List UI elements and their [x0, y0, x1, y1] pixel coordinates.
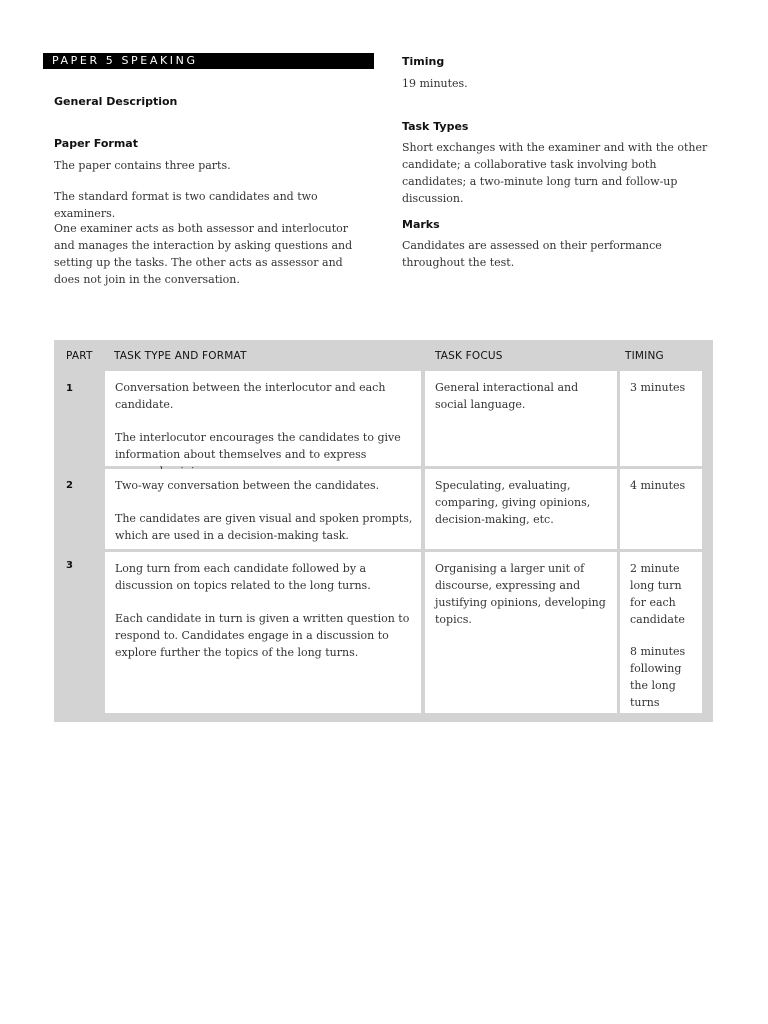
header-task-type: TASK TYPE AND FORMAT	[114, 350, 247, 362]
row-3-timing-text-1: 2 minute long turn for each candidate	[630, 562, 685, 626]
section-banner: PAPER 5 SPEAKING	[43, 53, 374, 69]
paper-format-paragraph-1: The paper contains three parts.	[54, 159, 231, 172]
row-3-timing	[620, 552, 702, 713]
row-1-timing	[620, 371, 702, 466]
task-types-heading: Task Types	[402, 120, 469, 133]
row-3-task	[105, 552, 421, 713]
row-2-timing	[620, 469, 702, 549]
timing-heading: Timing	[402, 55, 445, 68]
row-2-timing-text-1: 4 minutes	[630, 479, 686, 492]
paper-format-paragraph-2: The standard format is two candidates and two examiners.	[54, 190, 318, 220]
task-types-text: Short exchanges with the examiner and with the other candidate; a collaborative task involving both candidates; a two-minute long turn and follow-up discussion.	[402, 141, 708, 205]
row-2-task-text-2: The candidates are given visual and spoken prompts, which are used in a decision-making task.	[115, 512, 413, 542]
row-1-task	[105, 371, 421, 466]
task-table	[54, 340, 713, 722]
header-task-focus: TASK FOCUS	[435, 350, 503, 362]
row-2-focus-text: Speculating, evaluating, comparing, giving opinions, decision-making, etc.	[435, 479, 591, 526]
row-1-focus-text: General interactional and social language.	[435, 381, 579, 411]
row-2-focus	[425, 469, 617, 549]
row-2-task	[105, 469, 421, 549]
row-2-task-text-1: Two-way conversation between the candidates.	[115, 479, 380, 492]
marks-text: Candidates are assessed on their performance throughout the test.	[402, 239, 662, 269]
row-3-part: 3	[66, 560, 73, 571]
row-1-focus	[425, 371, 617, 466]
timing-value: 19 minutes.	[402, 77, 468, 90]
row-1-part: 1	[66, 383, 73, 394]
row-3-timing-text-2: 8 minutes following the long turns	[630, 645, 686, 709]
row-1-task-text-1: Conversation between the interlocutor and each candidate.	[115, 381, 386, 411]
marks-heading: Marks	[402, 218, 440, 231]
row-3-task-text-2: Each candidate in turn is given a written question to respond to. Candidates engage in a discussion to explore further the topics of the long turns.	[115, 612, 410, 659]
header-part: PART	[66, 350, 93, 362]
header-timing: TIMING	[625, 350, 664, 362]
paper-format-heading: Paper Format	[54, 137, 138, 150]
row-1-task-text-2: The interlocutor encourages the candidates to give information about themselves and to express	[115, 431, 401, 461]
row-3-focus-text: Organising a larger unit of discourse, expressing and justifying opinions, developing topics.	[435, 562, 606, 626]
row-2-part: 2	[66, 480, 73, 491]
row-3-task-text-1: Long turn from each candidate followed by a discussion on topics related to the long turns.	[115, 562, 371, 592]
general-description-heading: General Description	[54, 95, 178, 108]
paper-format-paragraph-3: One examiner acts as both assessor and interlocutor and manages the interaction by asking questions and setting up the tasks. The other acts as assessor and does not join in the conversation.	[54, 222, 353, 286]
row-3-focus	[425, 552, 617, 713]
row-1-timing-text-1: 3 minutes	[630, 381, 686, 394]
